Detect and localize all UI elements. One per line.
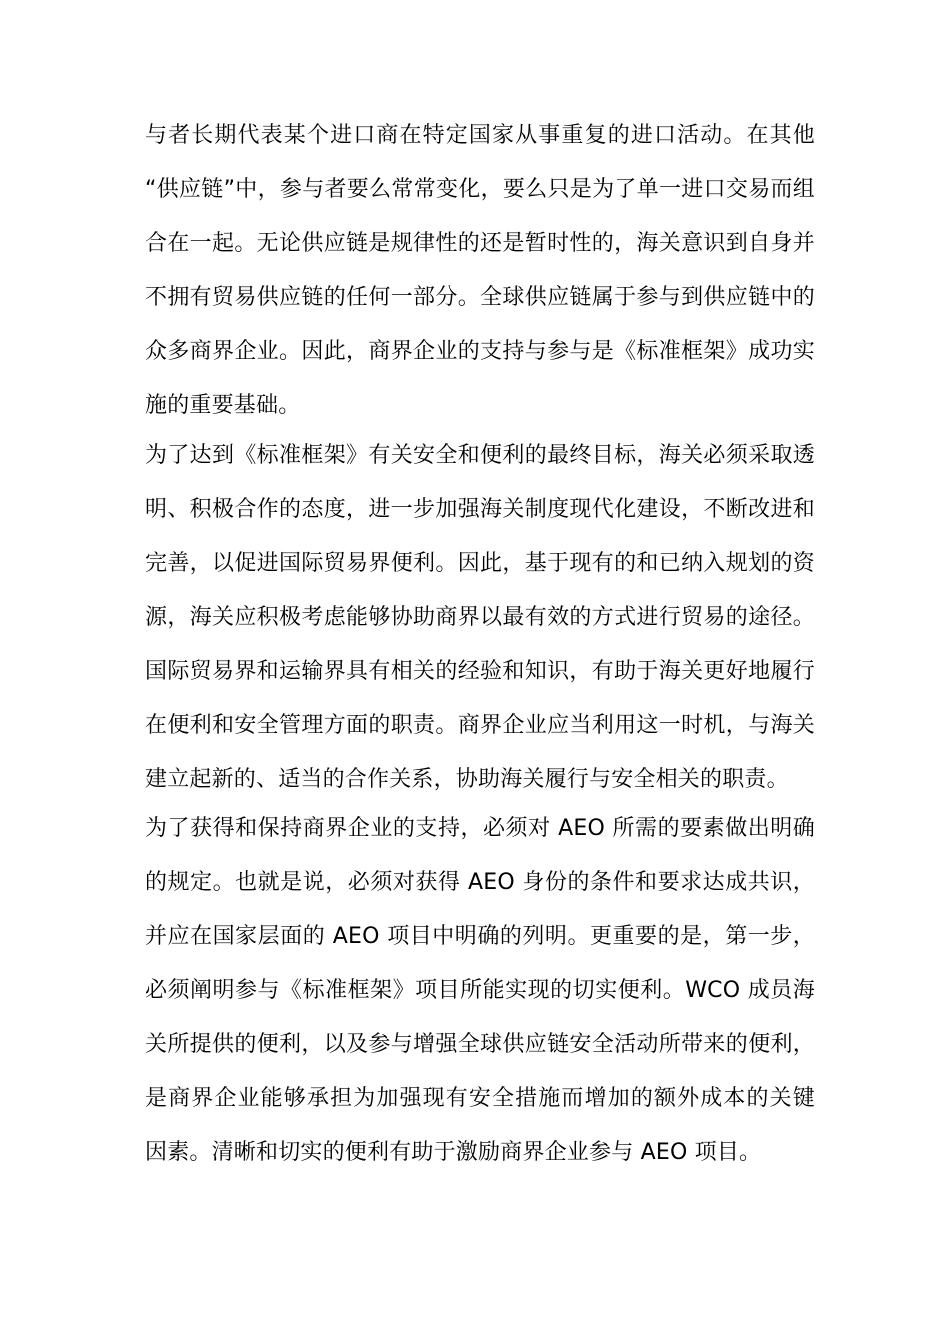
paragraph-line: 为了获得和保持商界企业的支持，必须对 AEO 所需的要素做出明确 <box>145 816 815 841</box>
paragraph-line: 是商界企业能够承担为加强现有安全措施而增加的额外成本的关键 <box>145 1086 815 1111</box>
paragraph-line: 建立起新的、适当的合作关系，协助海关履行与安全相关的职责。 <box>145 767 789 792</box>
paragraph-supply-chain <box>145 109 815 433</box>
paragraph-line: 合在一起。无论供应链是规律性的还是暂时性的，海关意识到自身并 <box>145 231 815 256</box>
paragraph-line: 关所提供的便利，以及参与增强全球供应链安全活动所带来的便利， <box>145 1032 815 1057</box>
paragraph-line: 众多商界企业。因此，商界企业的支持与参与是《标准框架》成功实 <box>145 339 815 364</box>
paragraph-line: 在便利和安全管理方面的职责。商界企业应当利用这一时机，与海关 <box>145 713 815 738</box>
paragraph-line: 必须阐明参与《标准框架》项目所能实现的切实便利。WCO 成员海 <box>145 978 815 1003</box>
paragraph-customs-cooperation <box>145 429 815 807</box>
paragraph-line: 因素。清晰和切实的便利有助于激励商界企业参与 AEO 项目。 <box>145 1140 762 1165</box>
paragraph-line: 并应在国家层面的 AEO 项目中明确的列明。更重要的是，第一步， <box>145 924 815 949</box>
paragraph-line: 明、积极合作的态度，进一步加强海关制度现代化建设，不断改进和 <box>145 497 815 522</box>
paragraph-line: 国际贸易界和运输界具有相关的经验和知识，有助于海关更好地履行 <box>145 659 815 684</box>
paragraph-line: “供应链”中，参与者要么常常变化，要么只是为了单一进口交易而组 <box>145 177 815 202</box>
paragraph-line: 完善，以促进国际贸易界便利。因此，基于现有的和已纳入规划的资 <box>145 551 815 576</box>
paragraph-line: 的规定。也就是说，必须对获得 AEO 身份的条件和要求达成共识， <box>145 870 815 895</box>
paragraph-aeo-requirements <box>145 802 815 1180</box>
paragraph-line: 为了达到《标准框架》有关安全和便利的最终目标，海关必须采取透 <box>145 443 815 468</box>
paragraph-line: 施的重要基础。 <box>145 393 301 418</box>
paragraph-line: 与者长期代表某个进口商在特定国家从事重复的进口活动。在其他 <box>145 123 815 148</box>
paragraph-line: 不拥有贸易供应链的任何一部分。全球供应链属于参与到供应链中的 <box>145 285 815 310</box>
paragraph-line: 源，海关应积极考虑能够协助商界以最有效的方式进行贸易的途径。 <box>145 605 815 630</box>
